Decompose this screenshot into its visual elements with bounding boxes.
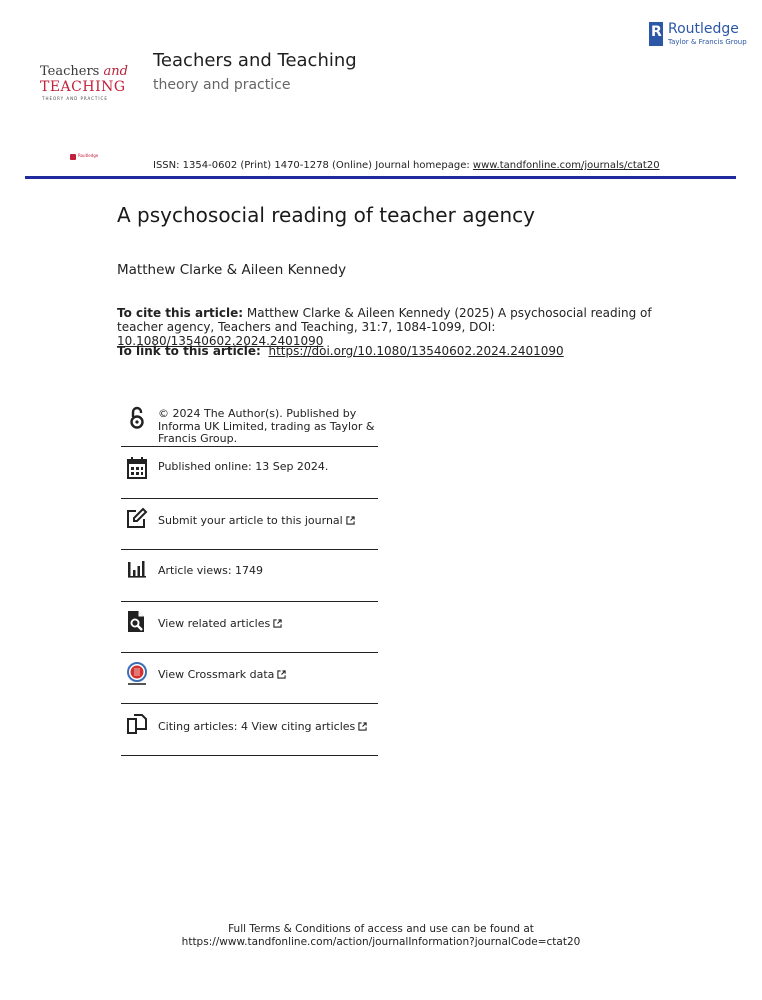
journal-subtitle: theory and practice — [153, 77, 291, 93]
cite-doi-link[interactable]: 10.1080/13540602.2024.2401090 — [117, 334, 324, 348]
info-text[interactable]: View Crossmark data — [158, 668, 275, 681]
info-link-text[interactable] — [158, 618, 380, 631]
article-doi-link[interactable]: https://doi.org/10.1080/13540602.2024.2401090 — [268, 344, 564, 358]
info-divider — [121, 652, 378, 653]
external-link-icon — [273, 619, 282, 628]
cover-publisher-logo — [70, 154, 76, 160]
info-divider — [121, 703, 378, 704]
search-document-icon — [126, 610, 148, 634]
issn-line — [153, 160, 660, 171]
journal-title[interactable]: Teachers and Teaching — [153, 50, 357, 71]
article-authors: Matthew Clarke & Aileen Kennedy — [117, 262, 347, 278]
info-divider — [121, 549, 378, 550]
crossmark-icon — [126, 662, 148, 686]
footer — [0, 923, 762, 949]
cover-title-teaching: TEACHING — [40, 79, 126, 95]
info-text[interactable]: Citing articles: 4 View citing articles — [158, 720, 356, 733]
info-link-text[interactable] — [158, 721, 380, 734]
publisher-group: Taylor & Francis Group — [668, 38, 747, 46]
journal-homepage-link[interactable]: www.tandfonline.com/journals/ctat20 — [472, 160, 660, 171]
cover-publisher-name: Routledge — [78, 153, 99, 158]
header-divider — [25, 176, 736, 179]
journal-cover — [30, 28, 135, 178]
citation-block — [117, 306, 657, 348]
cover-title — [40, 64, 128, 79]
info-divider — [121, 601, 378, 602]
link-block — [117, 344, 564, 358]
link-label: To link to this article: — [117, 344, 261, 358]
info-link-text[interactable] — [158, 515, 380, 528]
footer-terms: Full Terms & Conditions of access and use can be found at — [228, 923, 534, 935]
publisher-name: Routledge — [668, 21, 739, 37]
info-divider — [121, 446, 378, 447]
external-link-icon — [346, 516, 355, 525]
footer-terms-url[interactable]: https://www.tandfonline.com/action/journalInformation?journalCode=ctat20 — [181, 936, 581, 948]
routledge-logo-letter: R — [651, 24, 662, 40]
info-text: Article views: 1749 — [158, 564, 264, 577]
info-divider — [121, 498, 378, 499]
cover-subtitle: THEORY AND PRACTICE — [42, 96, 108, 101]
cite-text: Matthew Clarke & Aileen Kennedy (2025) A psychosocial reading of teacher agency, Teachers and Teaching, 31:7, 1084-1099, DOI: — [117, 306, 652, 334]
info-text[interactable]: View related articles — [158, 617, 271, 630]
issn-text: ISSN: 1354-0602 (Print) 1470-1278 (Online) Journal homepage: — [153, 160, 473, 171]
info-text: © 2024 The Author(s). Published by Informa UK Limited, trading as Taylor & Francis Group. — [158, 407, 375, 445]
bar-chart-icon — [126, 558, 148, 582]
citing-articles-icon — [126, 713, 148, 737]
external-link-icon — [358, 722, 367, 731]
cover-title-and: and — [103, 64, 128, 79]
routledge-logo-icon — [649, 22, 663, 46]
info-text: Published online: 13 Sep 2024. — [158, 460, 329, 473]
external-link-icon — [277, 670, 286, 679]
calendar-icon — [126, 456, 148, 480]
info-text[interactable]: Submit your article to this journal — [158, 514, 343, 527]
open-access-icon — [126, 406, 148, 430]
cite-label: To cite this article: — [117, 306, 244, 320]
cover-title-word: Teachers — [40, 64, 100, 79]
info-divider — [121, 755, 378, 756]
article-title: A psychosocial reading of teacher agency — [117, 203, 535, 227]
info-link-text[interactable] — [158, 669, 380, 682]
edit-icon — [126, 507, 148, 531]
